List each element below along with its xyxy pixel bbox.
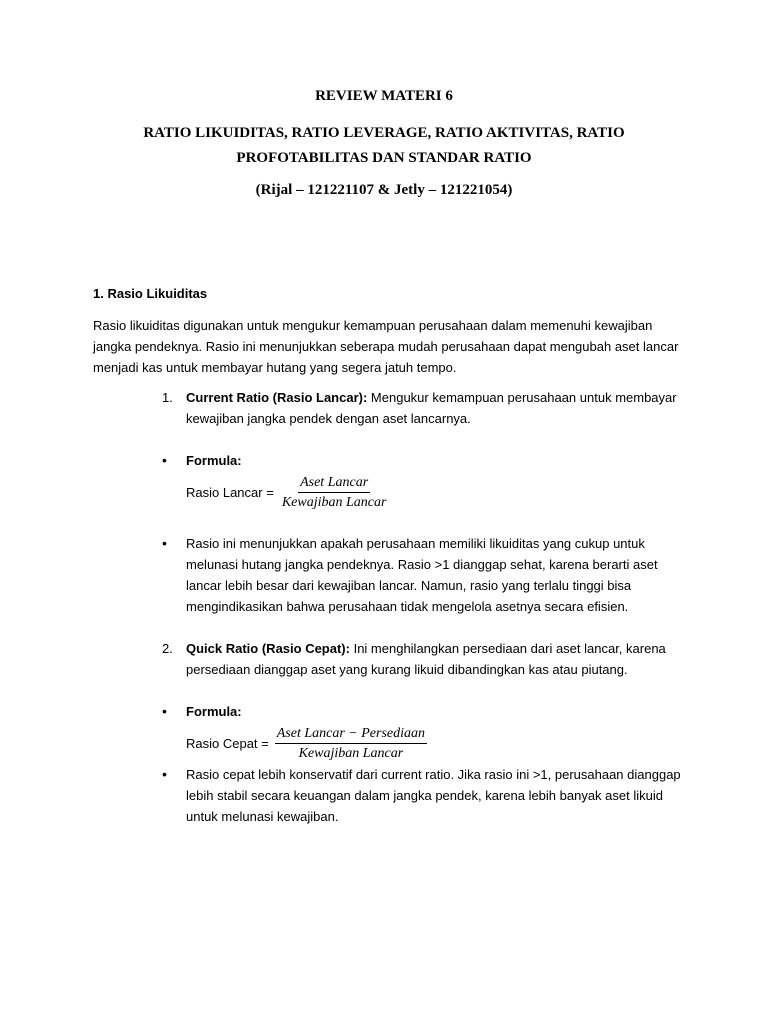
bullet-icon: • <box>162 703 167 719</box>
authors-line: (Rijal – 121221107 & Jetly – 121221054) <box>255 182 513 198</box>
list-number-1: 1. <box>162 390 173 405</box>
formula-heading: Formula: <box>186 704 242 719</box>
section-heading: 1. Rasio Likuiditas <box>93 286 208 301</box>
current-ratio-formula <box>186 474 388 511</box>
current-ratio-definition <box>186 387 686 429</box>
subtitle-line-2: PROFOTABILITAS DAN STANDAR RATIO <box>236 150 532 166</box>
current-ratio-term: Current Ratio (Rasio Lancar): <box>186 390 368 405</box>
formula-fraction <box>280 474 389 511</box>
quick-ratio-note: Rasio cepat lebih konservatif dari current ratio. Jika rasio ini >1, perusahaan dianggap lebih stabil secara keuangan dalam jangka pendek, karena lebih banyak aset likuid untuk melunasi kewajiban. <box>186 767 681 824</box>
document-title: REVIEW MATERI 6 <box>315 88 453 104</box>
quick-ratio-description: Ini menghilangkan persediaan dari aset lancar, karena persediaan dianggap aset yang kurang likuid dibandingkan kas atau piutang. <box>186 641 666 677</box>
quick-ratio-term: Quick Ratio (Rasio Cepat): <box>186 641 350 656</box>
formula-heading: Formula: <box>186 453 242 468</box>
list-number-2: 2. <box>162 641 173 656</box>
formula-label: Rasio Lancar = <box>186 485 274 500</box>
formula-denominator: Kewajiban Lancar <box>281 495 387 510</box>
bullet-icon: • <box>162 535 167 551</box>
current-ratio-description: Mengukur kemampuan perusahaan untuk membayar kewajiban jangka pendek dengan aset lancarnya. <box>186 390 677 426</box>
formula-numerator: Aset Lancar <box>298 474 370 493</box>
quick-ratio-definition <box>186 638 686 680</box>
subtitle-line-1: RATIO LIKUIDITAS, RATIO LEVERAGE, RATIO AKTIVITAS, RATIO <box>143 125 625 141</box>
document-subtitle <box>0 121 768 171</box>
formula-denominator: Kewajiban Lancar <box>298 746 404 761</box>
bullet-icon: • <box>162 766 167 782</box>
quick-ratio-formula <box>186 725 427 762</box>
bullet-icon: • <box>162 452 167 468</box>
current-ratio-note: Rasio ini menunjukkan apakah perusahaan memiliki likuiditas yang cukup untuk melunasi hutang jangka pendeknya. Rasio >1 dianggap sehat, karena berarti aset lancar lebih besar dari kewajiban lancar. Namun, rasio yang terlalu tinggi bisa mengindikasikan bahwa perusahaan tidak mengelola asetnya secara efisien. <box>186 536 658 614</box>
formula-label: Rasio Cepat = <box>186 736 269 751</box>
section-intro-paragraph: Rasio likuiditas digunakan untuk mengukur kemampuan perusahaan dalam memenuhi kewajiban jangka pendeknya. Rasio ini menunjukkan seberapa mudah perusahaan dapat mengubah aset lancar menjadi kas untuk membayar hutang yang segera jatuh tempo. <box>93 318 679 375</box>
formula-fraction <box>275 725 427 762</box>
formula-numerator: Aset Lancar − Persediaan <box>275 725 427 744</box>
